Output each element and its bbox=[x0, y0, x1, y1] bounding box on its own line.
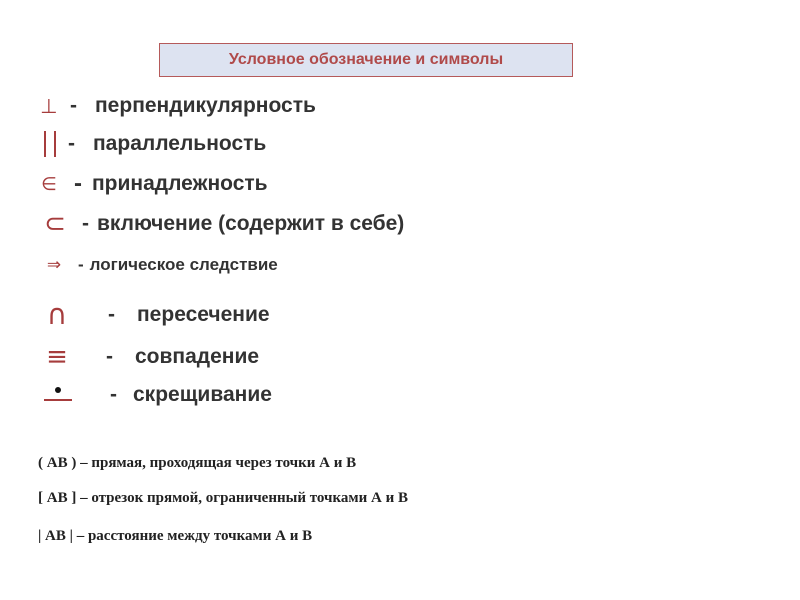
symbol-row-intersection bbox=[42, 298, 270, 331]
row-label: совпадение bbox=[135, 345, 260, 368]
row-dash: - bbox=[110, 383, 117, 406]
skew-lines-icon bbox=[42, 383, 72, 407]
symbol-row-coincidence bbox=[44, 342, 259, 372]
row-dash: - bbox=[70, 94, 77, 117]
symbol-row-perpendicular bbox=[38, 94, 316, 118]
slide-title: Условное обозначение и символы bbox=[159, 43, 573, 77]
note-line-notation: ( АВ ) – прямая, проходящая через точки А и В bbox=[38, 455, 357, 471]
symbol-row-parallel bbox=[40, 131, 266, 157]
row-dash: - bbox=[106, 345, 113, 368]
row-dash: - bbox=[68, 132, 75, 155]
row-label: пересечение bbox=[137, 302, 270, 326]
intersection-icon: ∩ bbox=[46, 298, 68, 331]
row-dash: - bbox=[74, 170, 82, 197]
row-label: включение (содержит в себе) bbox=[97, 212, 405, 235]
subset-icon: ⊂ bbox=[44, 209, 66, 239]
symbol-row-skew bbox=[42, 383, 272, 407]
skew-line bbox=[44, 399, 72, 401]
implies-icon: ⇒ bbox=[46, 255, 62, 275]
symbol-row-inclusion bbox=[42, 209, 404, 239]
note-distance-notation: | АВ | – расстояние между точками А и В bbox=[38, 528, 313, 544]
parallel-icon bbox=[40, 131, 60, 157]
row-label: принадлежность bbox=[92, 172, 268, 195]
row-label: перпендикулярность bbox=[95, 94, 316, 117]
skew-dot bbox=[55, 387, 61, 393]
element-of-icon: ∈ bbox=[41, 173, 57, 195]
identical-icon: ≡ bbox=[46, 342, 68, 372]
symbol-row-implication bbox=[42, 255, 278, 275]
row-dash: - bbox=[78, 255, 84, 274]
perpendicular-icon: ⊥ bbox=[40, 94, 58, 118]
row-dash: - bbox=[82, 212, 89, 235]
row-dash: - bbox=[108, 302, 115, 326]
row-label: скрещивание bbox=[133, 383, 272, 406]
symbol-row-membership bbox=[38, 170, 268, 198]
row-label: логическое следствие bbox=[89, 255, 278, 274]
note-segment-notation: [ АВ ] – отрезок прямой, ограниченный точками А и В bbox=[38, 490, 408, 506]
row-label: параллельность bbox=[93, 132, 267, 155]
